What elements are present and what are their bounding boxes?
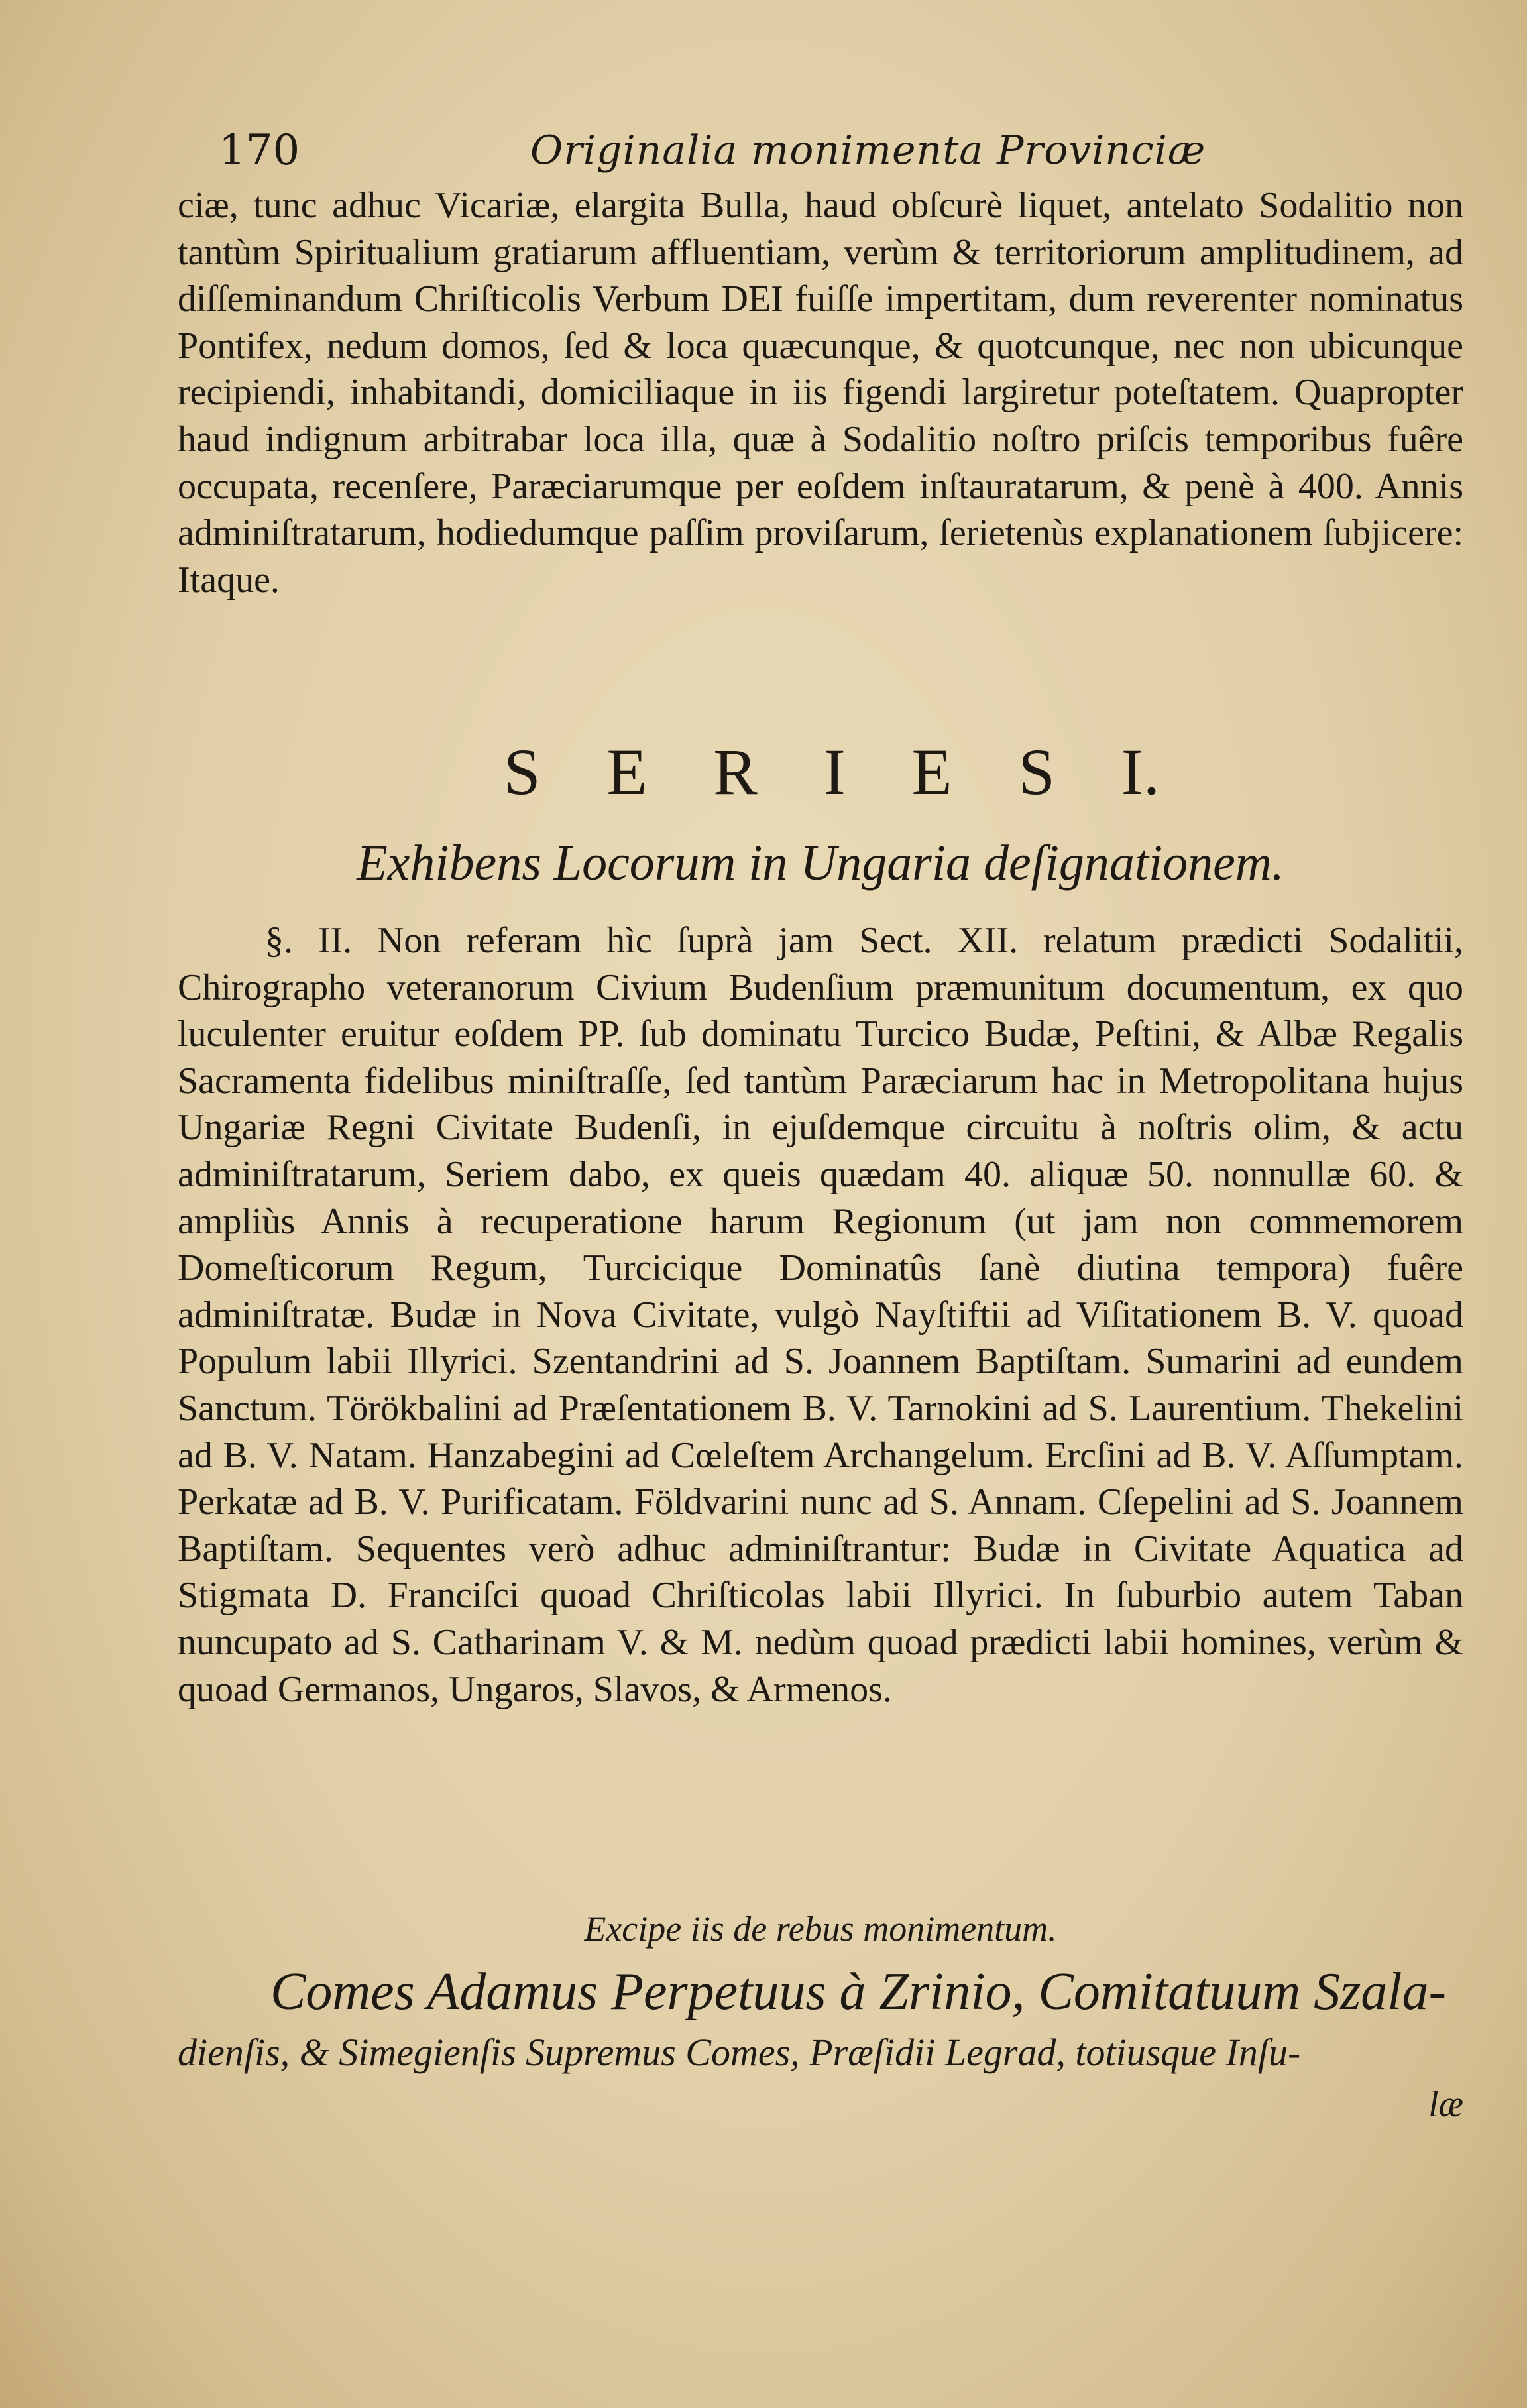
document-intro-line: Excipe iis de rebus monimentum. xyxy=(584,1909,1057,1949)
catchword: læ xyxy=(1428,2084,1463,2125)
series-letter: E xyxy=(911,735,952,809)
series-letter: I xyxy=(823,735,846,809)
series-heading xyxy=(504,732,1160,812)
series-letter: I. xyxy=(1121,735,1160,809)
document-heading-line-1: Comes Adamus Perpetuus à Zrinio, Comitatuum Szala- xyxy=(270,1963,1447,2021)
series-letter: S xyxy=(504,735,541,809)
intro-paragraph: ciæ, tunc adhuc Vicariæ, elargita Bulla, haud obſcurè liquet, antelato Sodalitio non tantùm Spiritualium gratiarum affluentiam, verùm & territoriorum amplitudinem, ad diſſeminandum Chriſticolis Verbum DEI fuiſſe impertitam, dum reverenter nominatus Pontifex, nedum domos, ſed & loca quæcunque, & quotcunque, nec non ubicunque recipiendi, inhabitandi, domiciliaque in iis figendi largiretur poteſtatem. Quapropter haud indignum arbitrabar loca illa, quæ à Sodalitio noſtro priſcis temporibus fuêre occupata, recenſere, Paræciarumque per eoſdem inſtauratarum, & penè à 400. Annis adminiſtratarum, hodiedumque paſſim proviſarum, ſerietenùs explanationem ſubjicere: Itaque. xyxy=(178,185,1463,601)
section-paragraph-block xyxy=(178,917,1463,1713)
series-letter: E xyxy=(606,735,648,809)
intro-paragraph-block xyxy=(178,182,1463,603)
series-letter: S xyxy=(1018,735,1055,809)
series-subtitle: Exhibens Locorum in Ungaria deſignationem. xyxy=(357,835,1284,891)
page-number: 170 xyxy=(219,126,300,175)
series-letter: R xyxy=(713,735,758,809)
page-header xyxy=(219,121,1308,180)
document-heading-line-2: dienſis, & Simegienſis Supremus Comes, Præſidii Legrad, totiusque Inſu- xyxy=(178,2031,1301,2074)
document-heading xyxy=(178,1959,1463,2081)
running-title: Originalia monimenta Provinciæ xyxy=(530,127,1206,174)
section-paragraph: §. II. Non referam hìc ſuprà jam Sect. XII. relatum prædicti Sodalitii, Chirographo veteranorum Civium Budenſium præmunitum documentum, ex quo luculenter eruitur eoſdem PP. ſub dominatu Turcico Budæ, Peſtini, & Albæ Regalis Sacramenta fidelibus miniſtraſſe, ſed tantùm Paræciarum hac in Metropolitana hujus Ungariæ Regni Civitate Budenſi, in ejuſdemque circuitu à noſtris olim, & actu adminiſtratarum, Seriem dabo, ex queis quædam 40. aliquæ 50. nonnullæ 60. & ampliùs Annis à recuperatione harum Regionum (ut jam non commemorem Domeſticorum Regum, Turcicique Dominatûs ſanè diutina tempora) fuêre adminiſtratæ. Budæ in Nova Civitate, vulgò Nayſtiftii ad Viſitationem B. V. quoad Populum labii Illyrici. Szentandrini ad S. Joannem Baptiſtam. Sumarini ad eundem Sanctum. Törökbalini ad Præſentationem B. V. Tarnokini ad S. Laurentium. Thekelini ad B. V. Natam. Hanzabegini ad Cœleſtem Archangelum. Ercſini ad B. V. Aſſumptam. Perkatæ ad B. V. Purificatam. Földvarini nunc ad S. Annam. Cſepelini ad S. Joannem Baptiſtam. Sequentes verò adhuc adminiſtrantur: Budæ in Civitate Aquatica ad Stigmata D. Franciſci quoad Chriſticolas labii Illyrici. In ſuburbio autem Taban nuncupato ad S. Catharinam V. & M. nedùm quoad prædicti labii homines, verùm & quoad Germanos, Ungaros, Slavos, & Armenos. xyxy=(178,920,1463,1710)
